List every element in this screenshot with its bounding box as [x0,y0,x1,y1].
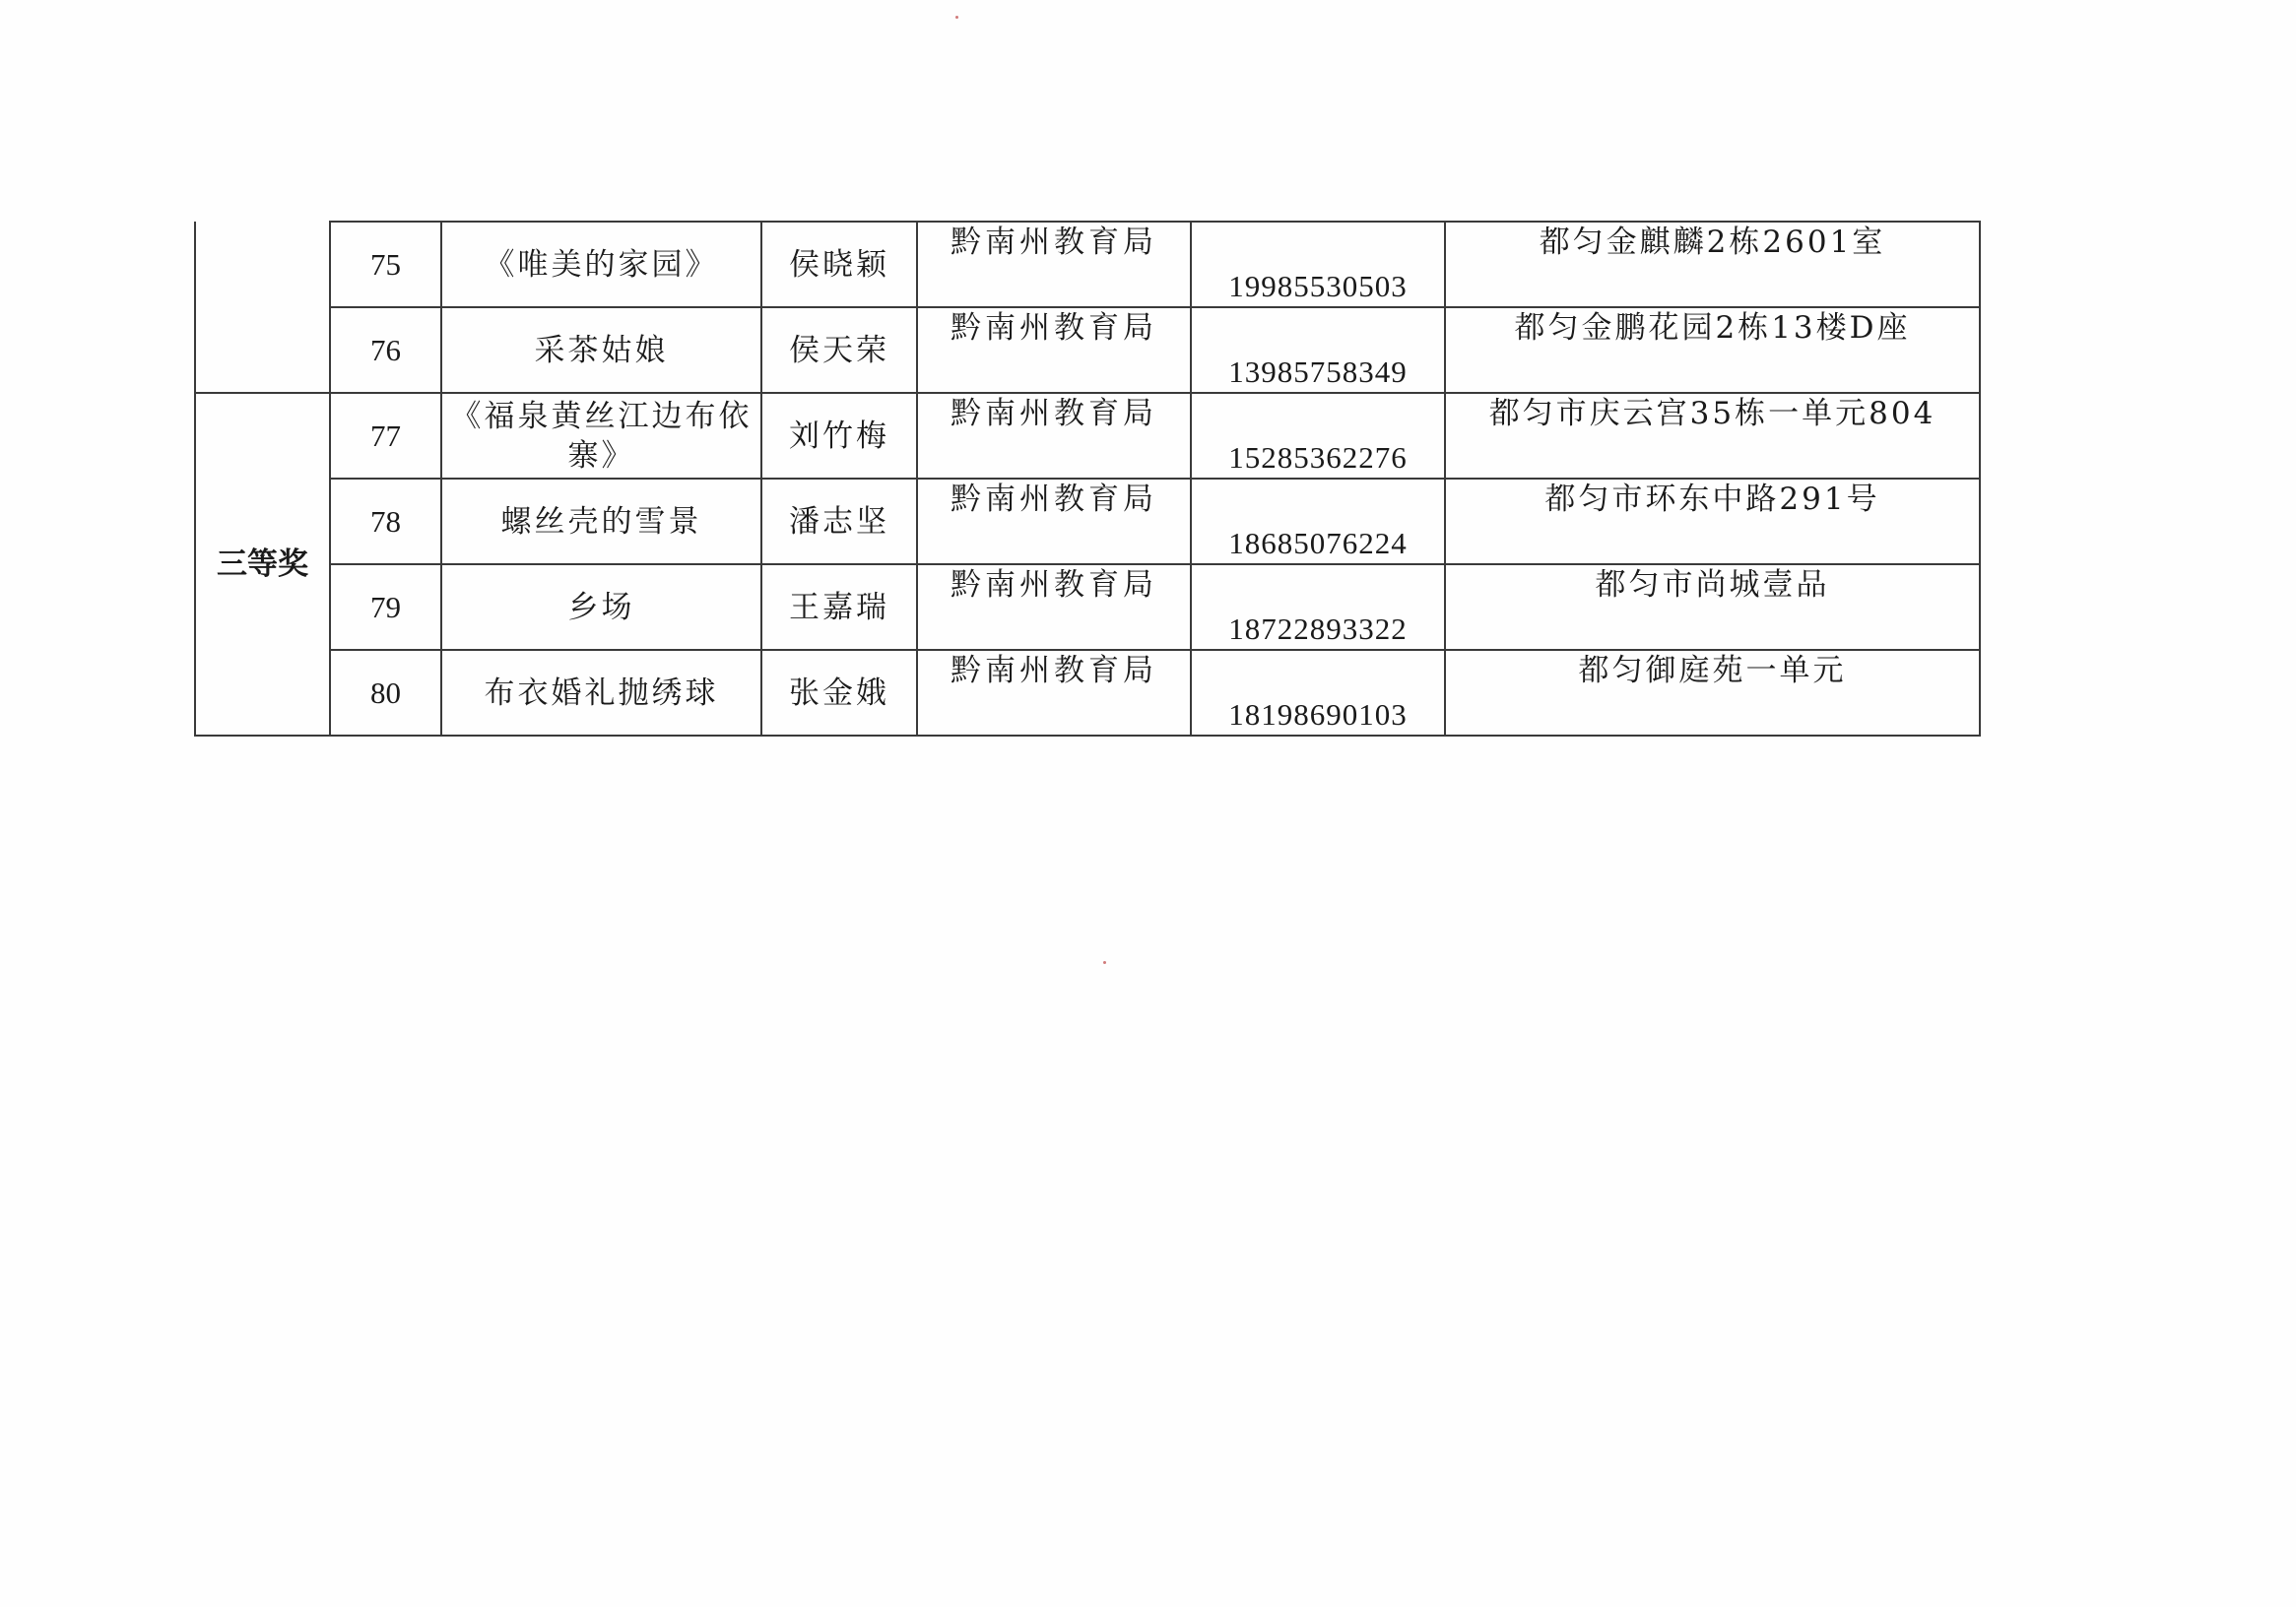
table-row [195,564,1980,650]
author-cell: 侯天荣 [761,307,917,393]
work-title-cell: 布衣婚礼抛绣球 [441,650,761,736]
address-cell: 都匀金麒麟2栋2601室 [1445,222,1980,307]
phone-cell: 15285362276 [1191,393,1445,479]
unit-cell: 黔南州教育局 [917,393,1191,479]
unit-cell: 黔南州教育局 [917,479,1191,564]
number-cell: 78 [330,479,441,564]
award-table [194,221,1981,737]
address-cell: 都匀市尚城壹品 [1445,564,1980,650]
work-title-cell: 《福泉黄丝江边布依寨》 [441,393,761,479]
work-title-cell: 采茶姑娘 [441,307,761,393]
unit-cell: 黔南州教育局 [917,564,1191,650]
author-cell: 张金娥 [761,650,917,736]
unit-cell: 黔南州教育局 [917,650,1191,736]
phone-cell: 19985530503 [1191,222,1445,307]
table-row [195,650,1980,736]
unit-cell: 黔南州教育局 [917,222,1191,307]
author-cell: 刘竹梅 [761,393,917,479]
scan-speck [1103,961,1106,964]
address-cell: 都匀市环东中路291号 [1445,479,1980,564]
author-cell: 王嘉瑞 [761,564,917,650]
scan-speck [955,16,958,19]
work-title-cell: 《唯美的家园》 [441,222,761,307]
unit-cell: 黔南州教育局 [917,307,1191,393]
phone-cell: 18722893322 [1191,564,1445,650]
work-title-cell: 螺丝壳的雪景 [441,479,761,564]
address-cell: 都匀御庭苑一单元 [1445,650,1980,736]
phone-cell: 13985758349 [1191,307,1445,393]
category-cell: 三等奖 [195,393,330,736]
category-cell-empty [195,222,330,393]
number-cell: 75 [330,222,441,307]
number-cell: 76 [330,307,441,393]
number-cell: 80 [330,650,441,736]
number-cell: 77 [330,393,441,479]
table-row [195,393,1980,479]
address-cell: 都匀金鹏花园2栋13楼D座 [1445,307,1980,393]
address-cell: 都匀市庆云宫35栋一单元804 [1445,393,1980,479]
table-row [195,479,1980,564]
author-cell: 侯晓颖 [761,222,917,307]
table-row [195,222,1980,307]
phone-cell: 18685076224 [1191,479,1445,564]
number-cell: 79 [330,564,441,650]
table-row [195,307,1980,393]
author-cell: 潘志坚 [761,479,917,564]
work-title-cell: 乡场 [441,564,761,650]
phone-cell: 18198690103 [1191,650,1445,736]
